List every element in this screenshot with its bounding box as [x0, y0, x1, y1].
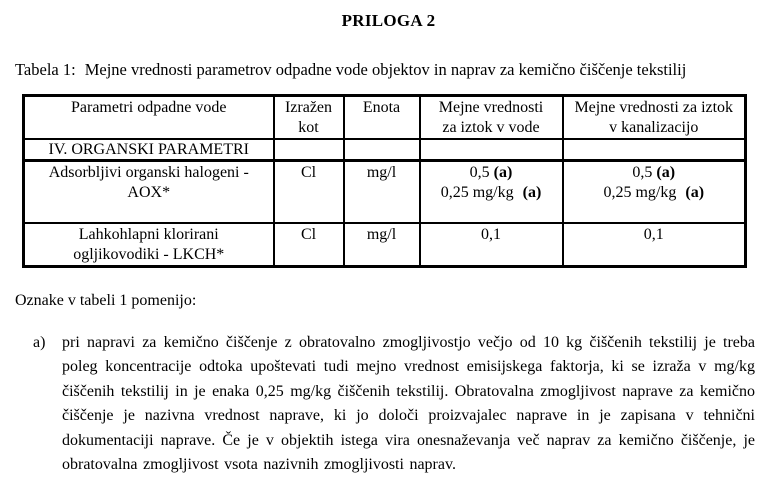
- limit-water-line1: [426, 163, 557, 183]
- table-header-row: [24, 96, 746, 140]
- header-expressed-as: [274, 96, 344, 140]
- notes-intro: Oznake v tabeli 1 pomenijo:: [15, 292, 197, 309]
- note-item-a: [33, 331, 777, 477]
- header-expressed-as-line2: kot: [298, 119, 319, 136]
- table-caption: [15, 60, 777, 80]
- table-row-lkch: [24, 223, 746, 267]
- header-parameter-label: Parametri odpadne vode: [71, 99, 227, 116]
- note-label: a): [33, 334, 46, 351]
- page-title: PRILOGA 2: [341, 11, 436, 30]
- limit-value: 0,25 mg/kg: [603, 184, 677, 201]
- note-marker: (a): [522, 184, 542, 201]
- parameter-name-line2: AOX*: [127, 184, 171, 201]
- note-marker: (a): [685, 184, 705, 201]
- limit-water-line2: [426, 183, 557, 203]
- limit-sewer-cell: 0,1: [563, 223, 746, 267]
- limit-sewer-line2: [569, 183, 740, 203]
- header-unit: [344, 96, 420, 140]
- section-empty-cell: [420, 139, 563, 161]
- section-empty-cell: [563, 139, 746, 161]
- limit-value: 0,5: [632, 164, 653, 181]
- unit-cell: mg/l: [344, 223, 420, 267]
- limit-water-cell: [420, 161, 563, 224]
- parameter-cell: [24, 161, 274, 224]
- section-empty-cell: [344, 139, 420, 161]
- header-limit-sewer: [563, 96, 746, 140]
- limit-sewer-cell: [563, 161, 746, 224]
- parameter-name-line2: ogljikovodiki - LKCH*: [73, 246, 225, 263]
- parameter-cell: [24, 223, 274, 267]
- limit-value: 0,25 mg/kg: [440, 184, 514, 201]
- parameter-name-line1: Lahkohlapni klorirani: [78, 226, 219, 243]
- limit-sewer-line1: [569, 163, 740, 183]
- header-parameter: [24, 96, 274, 140]
- unit-cell: mg/l: [344, 161, 420, 224]
- section-title: IV. ORGANSKI PARAMETRI: [24, 139, 274, 161]
- header-expressed-as-line1: Izražen: [284, 99, 333, 116]
- header-limit-sewer-line1: Mejne vrednosti za iztok: [574, 99, 734, 116]
- header-limit-water-line2: za iztok v vode: [442, 119, 540, 136]
- header-limit-sewer-line2: v kanalizacijo: [609, 119, 699, 136]
- limit-value: 0,5: [469, 164, 490, 181]
- section-empty-cell: [274, 139, 344, 161]
- note-marker: (a): [656, 164, 676, 181]
- table-caption-label: Tabela 1:: [15, 60, 76, 79]
- table-caption-text: Mejne vrednosti parametrov odpadne vode objektov in naprav za kemično čiščenje tekstilij: [84, 60, 687, 79]
- note-marker: (a): [493, 164, 513, 181]
- limits-table: [22, 94, 747, 268]
- expressed-as-cell: Cl: [274, 223, 344, 267]
- header-unit-label: Enota: [362, 99, 401, 116]
- header-limit-water: [420, 96, 563, 140]
- section-row-organic-parameters: [24, 139, 746, 161]
- parameter-name-line1: Adsorbljivi organski halogeni -: [48, 164, 249, 181]
- expressed-as-cell: Cl: [274, 161, 344, 224]
- table-row-aox: [24, 161, 746, 224]
- note-text: pri napravi za kemično čiščenje z obratovalno zmogljivostjo večjo od 10 kg čiščenih tekstilij je treba poleg koncentracije odtoka upoštevati tudi mejno vrednost emisijskega faktorja, ki se izraža v mg/kg čiščenih tekstilij in je enaka 0,25 mg/kg čiščenih tekstilij. Obratovalna zmogljivost naprave za kemično čiščenje je nazivna vrednost naprave, ki jo določi proizvajalec naprave in je zapisana v tehnični dokumentaciji naprave. Če je v objektih istega vira onesnaževanja več naprav za kemično čiščenje, je obratovalna zmogljivost vsota nazivnih zmogljivosti naprav.: [62, 334, 755, 474]
- limit-water-cell: 0,1: [420, 223, 563, 267]
- header-limit-water-line1: Mejne vrednosti: [438, 99, 544, 116]
